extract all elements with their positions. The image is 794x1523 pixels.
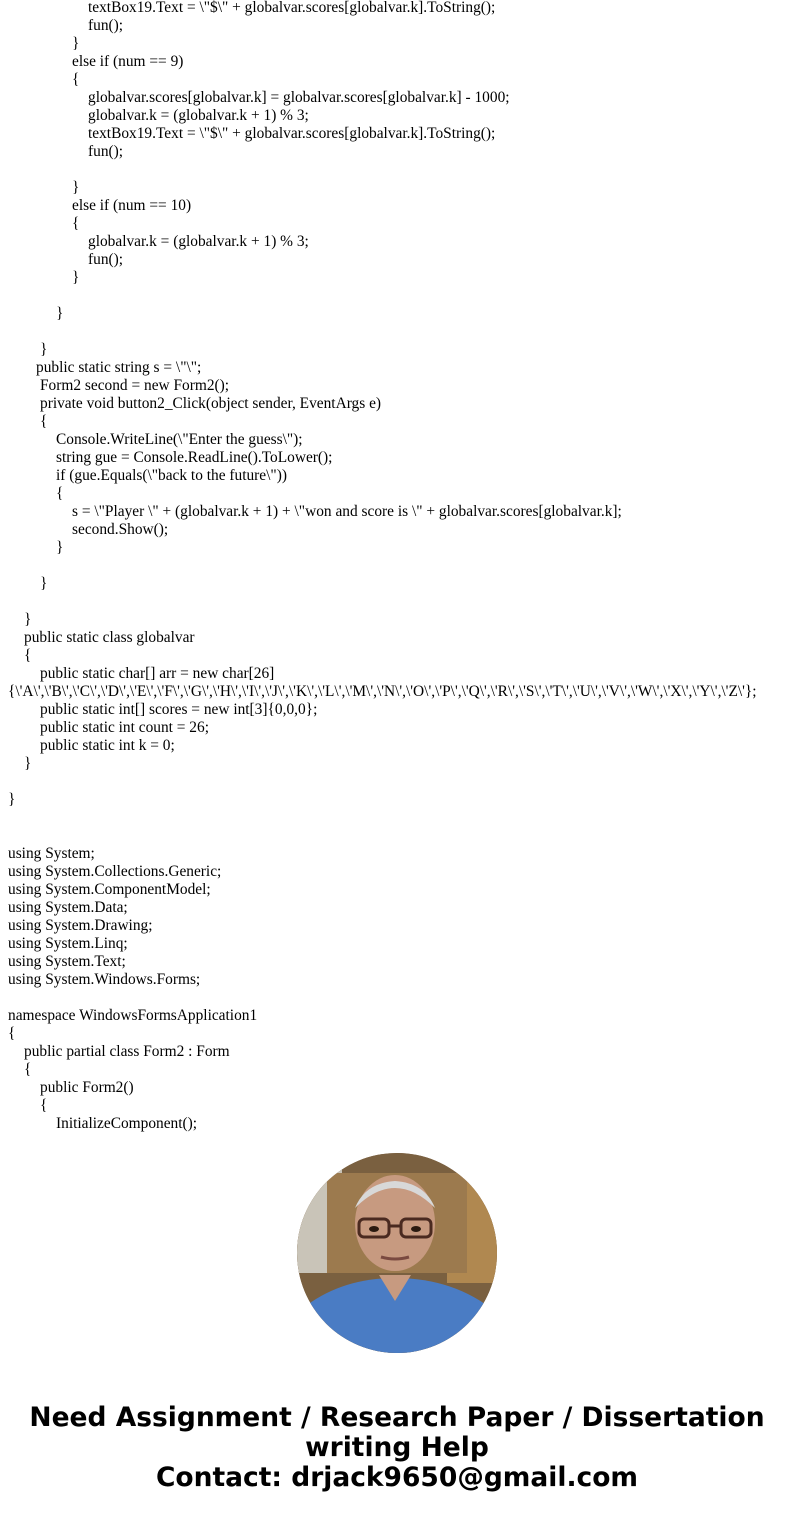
- code-line: using System.Text;: [8, 953, 126, 970]
- code-line: using System.Data;: [8, 899, 128, 916]
- code-line: [8, 593, 794, 611]
- code-line: public partial class Form2 : Form: [24, 1043, 230, 1060]
- code-line: {: [8, 1025, 16, 1042]
- code-line: }: [40, 575, 48, 592]
- code-line: {: [24, 1061, 32, 1078]
- code-line: second.Show();: [72, 521, 169, 538]
- code-line: }: [24, 611, 32, 628]
- code-line: s = \"Player \" + (globalvar.k + 1) + \"won and score is \" + globalvar.scores[globalvar.k];: [72, 503, 622, 520]
- code-line: [8, 809, 794, 827]
- code-line: fun();: [88, 143, 124, 160]
- code-line: public Form2(): [40, 1079, 134, 1096]
- promo-line-2: writing Help: [305, 1432, 489, 1463]
- author-portrait-image: [297, 1153, 497, 1353]
- code-line: textBox19.Text = \"$\" + globalvar.scores[globalvar.k].ToString();: [88, 0, 496, 16]
- author-avatar: [297, 1153, 497, 1353]
- code-line: public static class globalvar: [24, 629, 195, 646]
- code-line: {\'A\',\'B\',\'C\',\'D\',\'E\',\'F\',\'G\',\'H\',\'I\',\'J\',\'K\',\'L\',\'M\',\'N\',\'O\',\'P\',\'Q\',\'R\',\'S\',\'T\',\'U\',\'V\',\'W\',\'X\',\'Y\',\'Z\'};: [8, 683, 757, 700]
- code-line: using System.Drawing;: [8, 917, 153, 934]
- code-listing: [8, 0, 794, 1133]
- code-line: }: [72, 35, 80, 52]
- code-line: [8, 287, 794, 305]
- code-line: using System.ComponentModel;: [8, 881, 211, 898]
- code-line: public static int k = 0;: [40, 737, 175, 754]
- code-line: }: [8, 791, 16, 808]
- code-line: }: [56, 539, 64, 556]
- code-line: public static int[] scores = new int[3]{0,0,0};: [40, 701, 318, 718]
- code-line: using System.Collections.Generic;: [8, 863, 222, 880]
- code-line: using System.Linq;: [8, 935, 128, 952]
- code-line: {: [72, 215, 80, 232]
- code-line: fun();: [88, 251, 124, 268]
- code-line: [8, 557, 794, 575]
- code-line: [8, 827, 794, 845]
- code-line: else if (num == 10): [72, 197, 192, 214]
- code-line: }: [56, 305, 64, 322]
- code-line: globalvar.scores[globalvar.k] = globalvar.scores[globalvar.k] - 1000;: [88, 89, 510, 106]
- code-line: {: [72, 71, 80, 88]
- code-line: textBox19.Text = \"$\" + globalvar.scores[globalvar.k].ToString();: [88, 125, 496, 142]
- code-line: InitializeComponent();: [56, 1115, 198, 1132]
- code-line: }: [24, 755, 32, 772]
- code-line: else if (num == 9): [72, 53, 184, 70]
- code-line: {: [40, 413, 48, 430]
- code-line: fun();: [88, 17, 124, 34]
- code-line: public static int count = 26;: [40, 719, 209, 736]
- code-line: }: [40, 341, 48, 358]
- code-line: {: [24, 647, 32, 664]
- code-line: }: [72, 269, 80, 286]
- code-line: public static char[] arr = new char[26]: [40, 665, 275, 682]
- code-line: [8, 323, 794, 341]
- code-line: }: [72, 179, 80, 196]
- code-line: private void button2_Click(object sender, EventArgs e): [40, 395, 382, 412]
- code-line: globalvar.k = (globalvar.k + 1) % 3;: [88, 107, 309, 124]
- code-line: if (gue.Equals(\"back to the future\")): [56, 467, 287, 484]
- promo-banner: [0, 1403, 794, 1493]
- code-line: Console.WriteLine(\"Enter the guess\");: [56, 431, 303, 448]
- code-line: [8, 773, 794, 791]
- code-line: public static string s = \"\";: [36, 359, 202, 376]
- code-line: using System;: [8, 845, 95, 862]
- code-line: [8, 161, 794, 179]
- code-line: string gue = Console.ReadLine().ToLower();: [56, 449, 333, 466]
- promo-line-3: Contact: drjack9650@gmail.com: [155, 1462, 639, 1493]
- code-line: using System.Windows.Forms;: [8, 971, 201, 988]
- promo-line-1: Need Assignment / Research Paper / Dissertation: [29, 1402, 765, 1433]
- code-line: {: [40, 1097, 48, 1114]
- code-line: globalvar.k = (globalvar.k + 1) % 3;: [88, 233, 309, 250]
- code-line: [8, 989, 794, 1007]
- code-line: namespace WindowsFormsApplication1: [8, 1007, 258, 1024]
- code-line: Form2 second = new Form2();: [40, 377, 230, 394]
- code-line: {: [56, 485, 64, 502]
